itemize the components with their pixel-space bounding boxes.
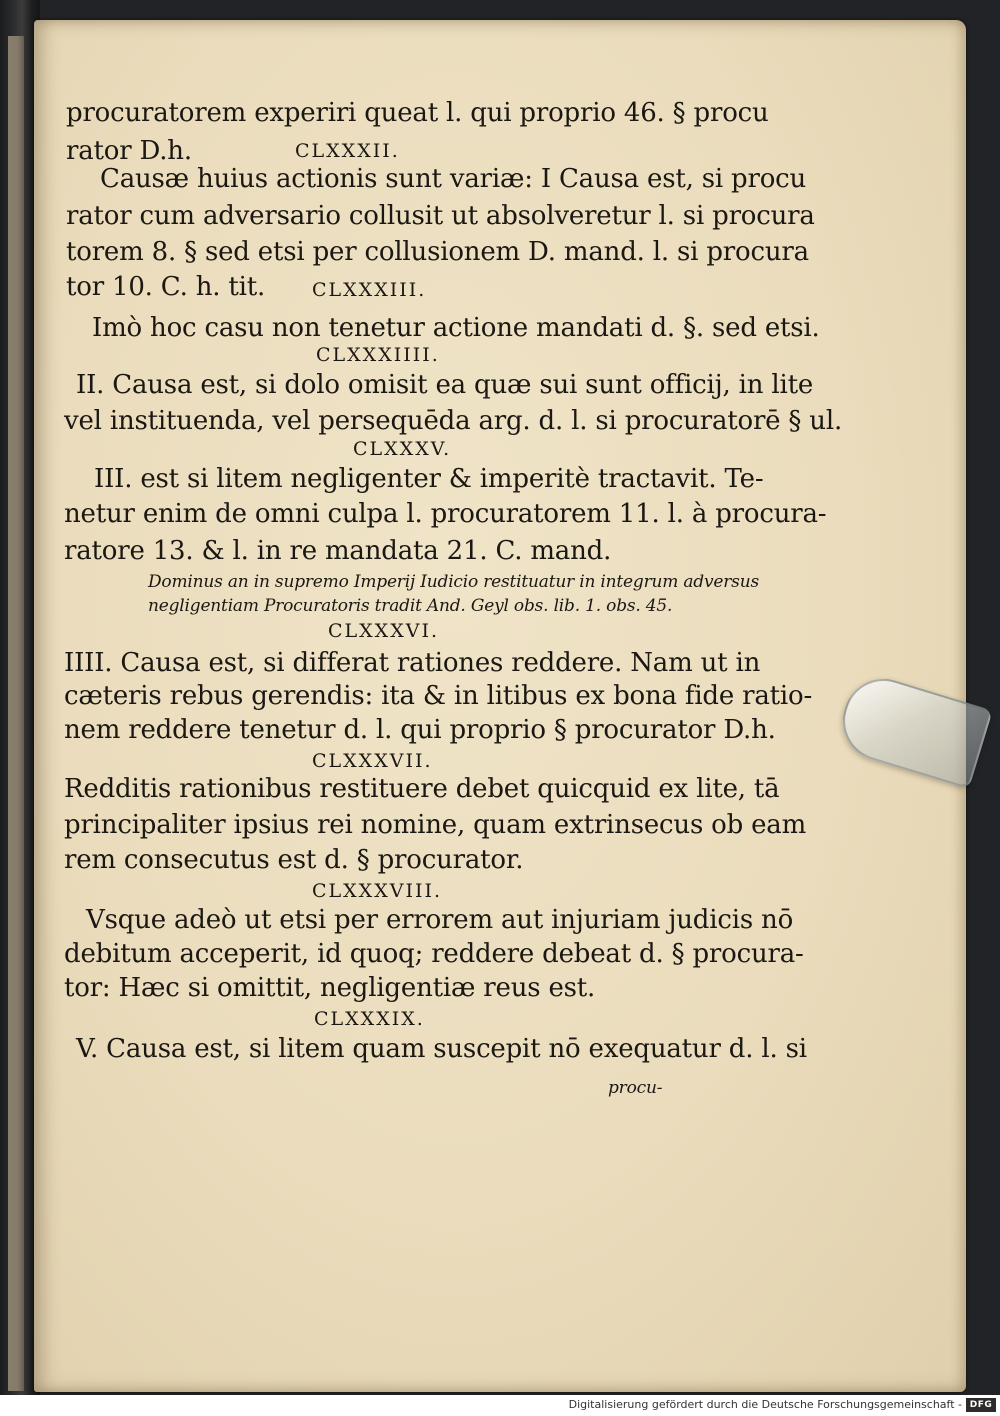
section-heading-187: CLXXXVII. xyxy=(312,750,433,772)
catchword: procu- xyxy=(608,1078,663,1098)
section-heading-189: CLXXXIX. xyxy=(314,1008,425,1030)
text-line-1: procuratorem experiri queat l. qui proprio 46. § procu xyxy=(66,98,769,128)
margin-note-line-1: Dominus an in supremo Imperij Iudicio restituatur in integrum adversus xyxy=(148,572,759,592)
text-line-17: principaliter ipsius rei nomine, quam extrinsecus ob eam xyxy=(64,810,807,840)
footer-credit-text: Digitalisierung gefördert durch die Deutsche Forschungsgemeinschaft - xyxy=(568,1398,962,1411)
text-line-12: ratore 13. & l. in re mandata 21. C. mand. xyxy=(64,536,612,566)
section-heading-188: CLXXXVIII. xyxy=(312,880,443,902)
text-line-10: III. est si litem negligenter & imperitè tractavit. Te- xyxy=(94,464,764,494)
text-line-4: rator cum adversario collusit ut absolveretur l. si procura xyxy=(66,201,815,231)
text-line-19: Vsque adeò ut etsi per errorem aut injuriam judicis nō xyxy=(86,905,794,935)
margin-note-line-2: negligentiam Procuratoris tradit And. Geyl obs. lib. 1. obs. 45. xyxy=(148,596,673,616)
text-line-21: tor: Hæc si omittit, negligentiæ reus est. xyxy=(64,973,596,1003)
text-line-14: cæteris rebus gerendis: ita & in litibus ex bona fide ratio- xyxy=(64,681,813,711)
dfg-logo: DFG xyxy=(966,1398,996,1412)
text-line-15: nem reddere tenetur d. l. qui proprio § procurator D.h. xyxy=(64,715,776,745)
section-heading-185: CLXXXV. xyxy=(353,438,452,460)
text-line-5: torem 8. § sed etsi per collusionem D. mand. l. si procura xyxy=(66,237,809,267)
text-line-16: Redditis rationibus restituere debet quicquid ex lite, tā xyxy=(64,774,780,804)
text-line-13: IIII. Causa est, si differat rationes reddere. Nam ut in xyxy=(64,648,761,678)
text-line-2: rator D.h. xyxy=(66,136,192,166)
text-line-11: netur enim de omni culpa l. procuratorem 11. l. à procura- xyxy=(64,499,827,529)
text-line-20: debitum acceperit, id quoq; reddere debeat d. § procura- xyxy=(64,939,804,969)
text-line-3: Causæ huius actionis sunt variæ: I Causa est, si procu xyxy=(100,164,807,194)
digitization-footer xyxy=(0,1395,1000,1416)
text-line-8: II. Causa est, si dolo omisit ea quæ sui sunt officij, in lite xyxy=(76,370,814,400)
text-line-7: Imò hoc casu non tenetur actione mandati d. §. sed etsi. xyxy=(92,313,820,343)
section-heading-186: CLXXXVI. xyxy=(328,620,439,642)
section-heading-183: CLXXXIII. xyxy=(312,279,427,301)
section-heading-184: CLXXXIIII. xyxy=(316,344,440,366)
section-heading-182: CLXXXII. xyxy=(295,140,400,162)
text-line-18: rem consecutus est d. § procurator. xyxy=(64,845,524,875)
text-line-9: vel instituenda, vel persequēda arg. d. l. si procuratorē § ul. xyxy=(64,406,843,436)
text-line-6: tor 10. C. h. tit. xyxy=(66,272,266,302)
text-line-22: V. Causa est, si litem quam suscepit nō exequatur d. l. si xyxy=(76,1034,807,1064)
